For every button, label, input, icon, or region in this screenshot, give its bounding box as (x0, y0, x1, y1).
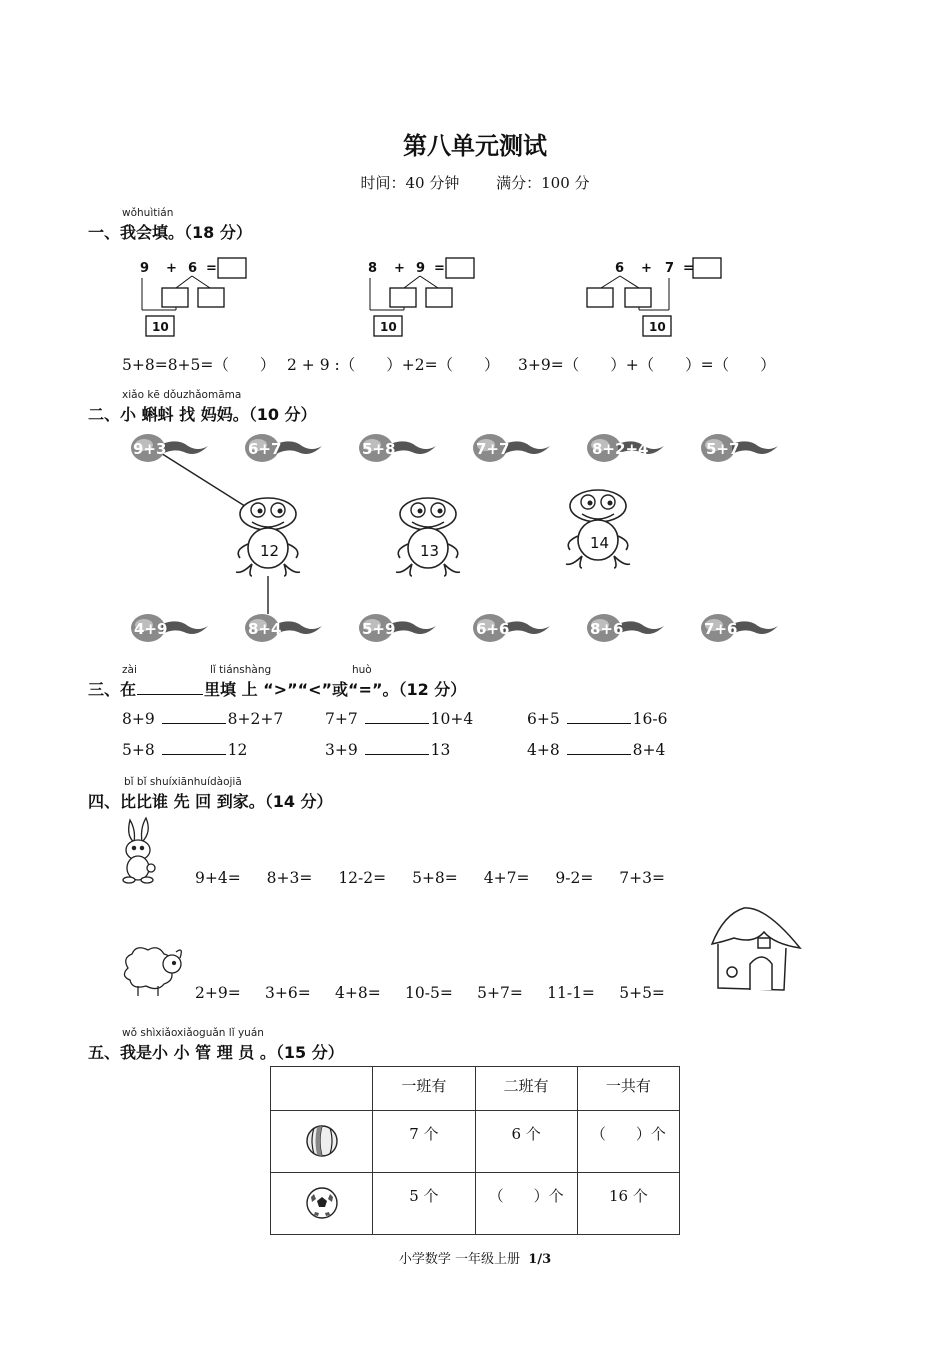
table-cell: 16 个 (577, 1173, 679, 1235)
svg-text:=: = (206, 261, 217, 276)
table-icon-cell (271, 1173, 373, 1235)
split-box[interactable] (426, 288, 452, 307)
rabbit-step[interactable]: 7+3= (619, 869, 665, 887)
tadpole-top-2[interactable] (245, 434, 322, 462)
sheep-step[interactable]: 2+9= (195, 984, 241, 1002)
full-score: 满分：100 分 (496, 174, 590, 192)
compare-blank[interactable] (365, 740, 429, 755)
diagram-3-a: 6 (615, 261, 625, 276)
diagram-1-a: 9 (140, 261, 150, 276)
sheep-step[interactable]: 5+7= (477, 984, 523, 1002)
house-icon (704, 904, 808, 1000)
svg-text:4+9: 4+9 (134, 620, 168, 638)
tadpole-top-6[interactable] (701, 434, 778, 462)
compare-blank[interactable] (162, 709, 226, 724)
table-header-row (271, 1067, 680, 1111)
frog-2[interactable] (396, 498, 460, 576)
svg-text:9+3: 9+3 (133, 440, 167, 458)
s5-pinyin: wǒ shìxiǎoxiǎoguǎn lǐ yuán (122, 1027, 264, 1039)
s4-pinyin: bǐ bǐ shuíxiānhuídàojiā (124, 776, 242, 788)
table-answer-cell[interactable]: （ ）个 (577, 1111, 679, 1173)
tadpole-bottom-3[interactable] (359, 614, 436, 642)
split-box[interactable] (625, 288, 651, 307)
svg-text:=: = (683, 261, 694, 276)
table-header-cell: 二班有 (475, 1067, 577, 1111)
rabbit-step[interactable]: 4+7= (483, 869, 530, 887)
rabbit-path (195, 869, 665, 887)
s3-heading-end: 里填 上 “>”“<”或“=”。（12 分） (204, 680, 467, 699)
split-box[interactable] (587, 288, 613, 307)
table-cell: 6 个 (475, 1111, 577, 1173)
frog-1[interactable] (236, 498, 300, 576)
s1-equation-2: 2 + 9 :（ ）+2=（ ） (287, 356, 500, 374)
svg-text:7+7: 7+7 (476, 440, 510, 458)
compare-item: 8+9 8+2+7 (122, 710, 284, 728)
frog-3[interactable] (566, 490, 630, 568)
svg-text:8+6: 8+6 (590, 620, 624, 638)
tadpole-top-3[interactable] (359, 434, 436, 462)
diagram-2-b: 9 (416, 261, 426, 276)
ten-label: 10 (649, 320, 666, 334)
svg-text:+: + (394, 261, 405, 276)
svg-text:6+6: 6+6 (476, 620, 510, 638)
s2-heading: 二、小 蝌蚪 找 妈妈。（10 分） (88, 405, 317, 424)
rabbit-step[interactable]: 5+8= (412, 869, 458, 887)
ball-count-table (270, 1066, 680, 1235)
s1-equation-1: 5+8=8+5=（ ） (122, 356, 276, 374)
s3-pinyin-zai: zài (122, 664, 137, 676)
compare-blank[interactable] (365, 709, 429, 724)
rabbit-step[interactable]: 8+3= (266, 869, 313, 887)
tadpole-top-4[interactable] (473, 434, 550, 462)
table-row (271, 1173, 680, 1235)
svg-text:7+6: 7+6 (704, 620, 738, 638)
compare-item: 6+5 16-6 (527, 710, 668, 728)
svg-text:8+2+4: 8+2+4 (592, 440, 649, 458)
soccer-ball-icon (304, 1185, 340, 1221)
table-icon-cell (271, 1111, 373, 1173)
s3-heading (88, 677, 466, 700)
diagram-2-a: 8 (368, 261, 378, 276)
compare-blank[interactable] (567, 709, 631, 724)
svg-text:5+7: 5+7 (706, 440, 740, 458)
answer-box[interactable] (446, 258, 474, 278)
tadpole-bottom-6[interactable] (701, 614, 778, 642)
table-cell: 7 个 (373, 1111, 475, 1173)
make-ten-diagrams (130, 252, 750, 344)
make-ten-diagram-2 (368, 258, 474, 336)
page-footer (0, 1248, 950, 1267)
table-header-cell (271, 1067, 373, 1111)
table-answer-cell[interactable]: （ ）个 (475, 1173, 577, 1235)
compare-blank[interactable] (162, 740, 226, 755)
ten-label: 10 (152, 320, 169, 334)
s3-heading-start: 三、在 (88, 680, 137, 699)
sheep-step[interactable]: 3+6= (265, 984, 311, 1002)
s3-pinyin-huo: huò (352, 664, 372, 676)
table-header-cell: 一共有 (577, 1067, 679, 1111)
exam-info (0, 172, 950, 193)
time-limit: 时间：40 分钟 (360, 174, 460, 192)
footer-text: 小学数学 一年级上册 (398, 1252, 521, 1267)
sheep-icon (118, 938, 188, 1002)
s1-equation-3: 3+9=（ ）+（ ）=（ ） (518, 356, 776, 374)
answer-box[interactable] (693, 258, 721, 278)
compare-item: 4+8 8+4 (527, 741, 666, 759)
svg-text:12: 12 (260, 542, 280, 560)
compare-item: 7+7 10+4 (325, 710, 474, 728)
svg-text:=: = (434, 261, 445, 276)
s3-pinyin-li: lǐ tiánshàng (210, 664, 272, 676)
sheep-step[interactable]: 11-1= (547, 984, 595, 1002)
svg-text:8+4: 8+4 (248, 620, 282, 638)
diagram-1-b: 6 (188, 261, 198, 276)
split-box[interactable] (162, 288, 188, 307)
tadpole-bottom-2[interactable] (245, 614, 322, 642)
compare-blank[interactable] (567, 740, 631, 755)
ten-label: 10 (380, 320, 397, 334)
table-row (271, 1111, 680, 1173)
tadpole-bottom-4[interactable] (473, 614, 550, 642)
answer-box[interactable] (218, 258, 246, 278)
blank-example (137, 680, 203, 695)
svg-text:5+8: 5+8 (362, 440, 396, 458)
tadpole-bottom-5[interactable] (587, 614, 664, 642)
page-title: 第八单元测试 (403, 132, 547, 160)
beach-ball-icon (304, 1123, 340, 1159)
compare-item: 3+9 13 (325, 741, 451, 759)
split-box[interactable] (390, 288, 416, 307)
compare-item: 5+8 12 (122, 741, 248, 759)
svg-text:14: 14 (590, 534, 610, 552)
svg-text:13: 13 (420, 542, 440, 560)
s2-pinyin: xiǎo kē dǒuzhǎomāma (122, 389, 242, 401)
split-box[interactable] (198, 288, 224, 307)
make-ten-diagram-3 (587, 258, 721, 336)
rabbit-step[interactable]: 12-2= (338, 869, 387, 887)
sheep-step[interactable]: 10-5= (405, 984, 453, 1002)
page-number: 1/3 (528, 1252, 552, 1267)
s1-heading: 一、我会填。（18 分） (88, 223, 252, 242)
tadpole-matching (120, 428, 820, 653)
table-header-cell: 一班有 (373, 1067, 475, 1111)
sheep-step[interactable]: 4+8= (335, 984, 381, 1002)
s1-pinyin: wǒhuìtián (122, 207, 174, 219)
svg-text:5+9: 5+9 (362, 620, 396, 638)
s5-heading: 五、我是小 小 管 理 员 。（15 分） (88, 1043, 344, 1062)
sheep-step[interactable]: 5+5= (619, 984, 665, 1002)
make-ten-diagram-1 (140, 258, 246, 336)
rabbit-icon (116, 816, 162, 884)
svg-text:+: + (166, 261, 177, 276)
rabbit-step[interactable]: 9+4= (195, 869, 241, 887)
sheep-path (195, 984, 665, 1002)
match-line[interactable] (156, 450, 248, 508)
tadpole-top-5[interactable] (587, 434, 664, 462)
s4-heading: 四、比比谁 先 回 到家。（14 分） (88, 792, 333, 811)
rabbit-step[interactable]: 9-2= (555, 869, 594, 887)
svg-text:+: + (641, 261, 652, 276)
svg-text:6+7: 6+7 (248, 440, 282, 458)
table-cell: 5 个 (373, 1173, 475, 1235)
tadpole-bottom-1[interactable] (131, 614, 208, 642)
diagram-3-b: 7 (665, 261, 675, 276)
